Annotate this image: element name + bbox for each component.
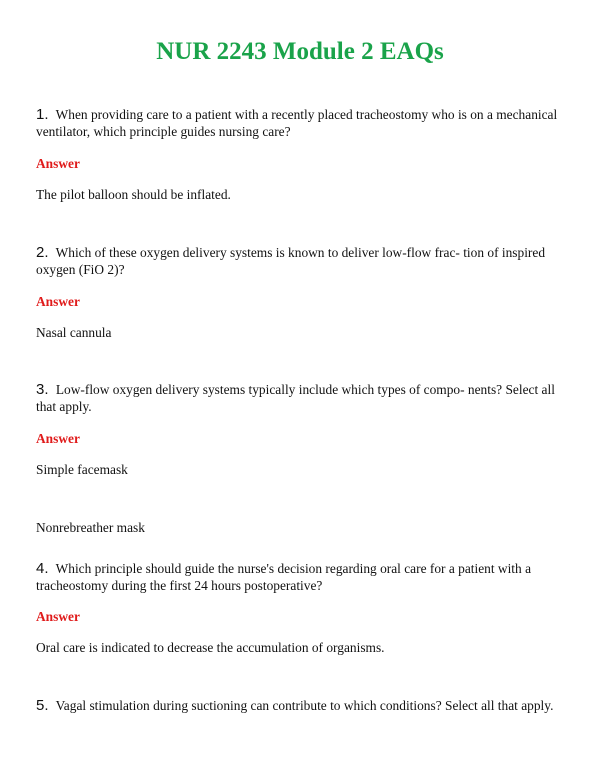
answer-label: Answer xyxy=(36,294,80,309)
answer-text: Simple facemask xyxy=(36,462,128,477)
question-number: 1. xyxy=(36,106,49,123)
answer-text: The pilot balloon should be inflated. xyxy=(36,187,231,202)
question-text: Which principle should guide the nurse's decision regarding oral care for a patient with a tracheostomy during the first 24 hours postoperative? xyxy=(36,561,532,593)
question-5 xyxy=(36,697,566,714)
question-text: Which of these oxygen delivery systems is known to deliver low-flow frac- tion of inspired oxygen (FiO 2)? xyxy=(36,245,546,277)
question-1 xyxy=(36,106,566,140)
answer-label: Answer xyxy=(36,609,80,624)
answer-label: Answer xyxy=(36,156,80,171)
answer-text: Oral care is indicated to decrease the accumulation of organisms. xyxy=(36,640,385,655)
document-title: NUR 2243 Module 2 EAQs xyxy=(156,38,444,65)
question-2 xyxy=(36,244,566,278)
answer-text: Nonrebreather mask xyxy=(36,520,145,535)
question-number: 5. xyxy=(36,697,49,714)
question-number: 2. xyxy=(36,244,49,261)
question-number: 4. xyxy=(36,560,49,577)
question-text: Low-flow oxygen delivery systems typically include which types of compo- nents? Select all that apply. xyxy=(36,382,555,414)
answer-text: Nasal cannula xyxy=(36,325,112,340)
question-4 xyxy=(36,560,566,594)
question-text: Vagal stimulation during suctioning can contribute to which conditions? Select all that apply. xyxy=(55,698,554,713)
answer-label: Answer xyxy=(36,431,80,446)
question-number: 3. xyxy=(36,381,49,398)
question-3 xyxy=(36,381,566,415)
question-text: When providing care to a patient with a recently placed tracheostomy who is on a mechanical ventilator, which principle guides nursing care? xyxy=(36,107,558,139)
